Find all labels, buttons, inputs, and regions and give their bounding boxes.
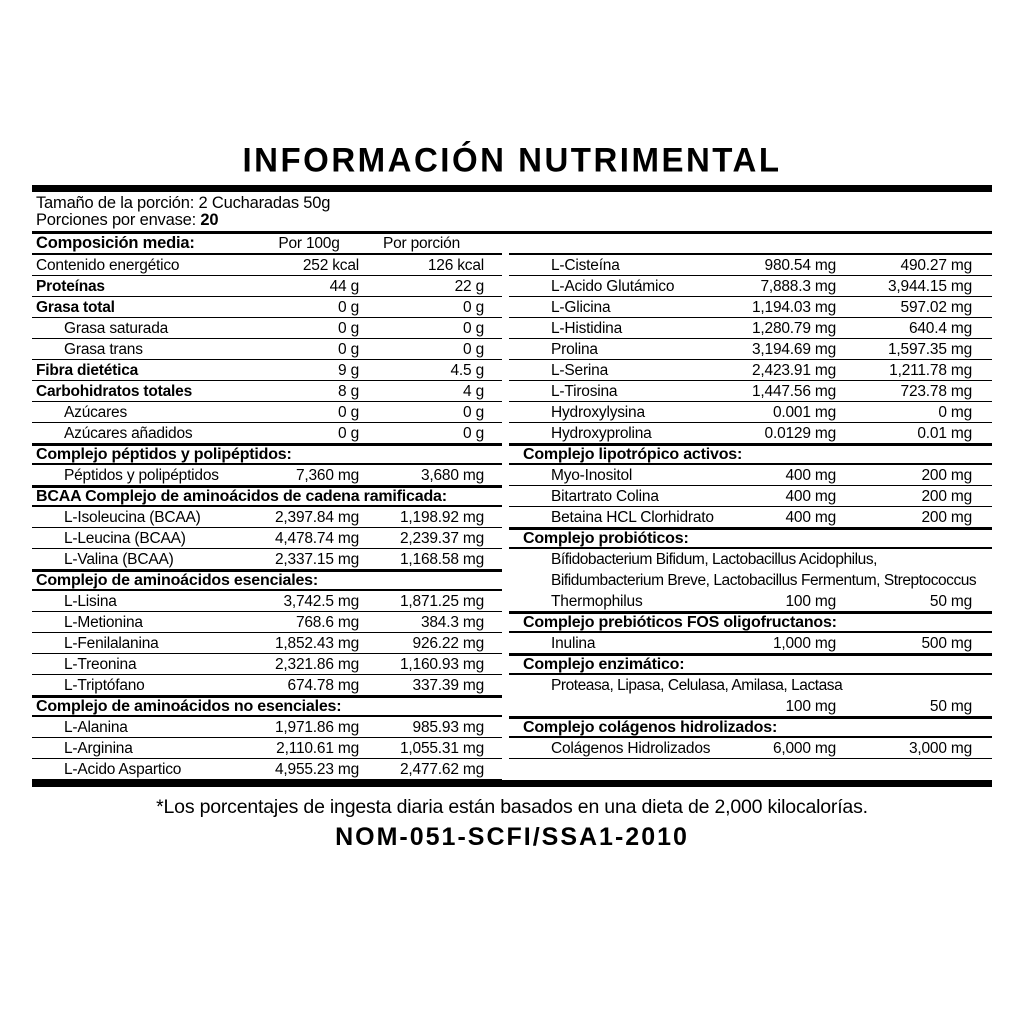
row-label: Grasa saturada — [64, 319, 169, 337]
row-label: Complejo de aminoácidos no esenciales: — [36, 698, 342, 715]
table-row — [509, 570, 992, 591]
row-label: Grasa total — [36, 298, 115, 316]
row-value-100g: 252 kcal — [302, 256, 359, 274]
row-value-100g: 1,971.86 mg — [275, 718, 359, 736]
row-label: Complejo péptidos y polipéptidos: — [36, 446, 292, 463]
row-value-100g: 980.54 mg — [764, 256, 836, 274]
table-row — [509, 591, 992, 612]
row-label: Inulina — [551, 634, 596, 652]
row-value-100g: 1,280.79 mg — [752, 319, 836, 337]
nom-code: NOM-051-SCFI/SSA1-2010 — [335, 823, 689, 851]
bottom-bar — [32, 780, 992, 787]
table-row — [509, 675, 992, 696]
row-value-portion: 3,680 mg — [420, 466, 484, 484]
row-label: Prolina — [551, 340, 598, 358]
table-row — [32, 276, 502, 297]
section-header-row — [509, 528, 992, 549]
row-label: Contenido energético — [36, 256, 180, 274]
row-value-100g: 400 mg — [785, 466, 836, 484]
row-value-100g: 2,337.15 mg — [275, 550, 359, 568]
row-label: Hydroxylysina — [551, 403, 645, 421]
row-label: Grasa trans — [64, 340, 143, 358]
table-row — [509, 738, 992, 759]
row-label: Complejo colágenos hidrolizados: — [523, 719, 778, 736]
row-label: Thermophilus — [551, 592, 643, 610]
table-row — [32, 759, 502, 780]
row-value-portion: 1,211.78 mg — [889, 361, 972, 379]
row-value-portion: 3,000 mg — [908, 739, 972, 757]
row-value-portion: 2,239.37 mg — [400, 529, 484, 547]
section-header-row — [509, 612, 992, 633]
table-row — [509, 297, 992, 318]
composition-header-row — [32, 234, 502, 255]
table-row — [509, 276, 992, 297]
row-label: Azúcares — [64, 403, 128, 421]
table-row — [32, 507, 502, 528]
section-header-row — [509, 444, 992, 465]
row-value-100g: 8 g — [338, 382, 359, 400]
serving-size-value: 2 Cucharadas 50g — [198, 194, 331, 212]
row-label: Bifidumbacterium Breve, Lactobacillus Fermentum, Streptococcus — [551, 572, 977, 589]
row-value-portion: 126 kcal — [427, 256, 484, 274]
row-value-portion: 597.02 mg — [900, 298, 972, 316]
row-label: Myo-Inositol — [551, 466, 633, 484]
table-row — [509, 696, 992, 717]
row-value-100g: 3,742.5 mg — [283, 592, 359, 610]
row-value-portion: 723.78 mg — [900, 382, 972, 400]
row-value-100g: 0.001 mg — [772, 403, 836, 421]
row-label: L-Histidina — [551, 319, 623, 337]
row-label: L-Cisteína — [551, 256, 620, 274]
table-row — [32, 465, 502, 486]
table-row — [32, 381, 502, 402]
row-label: L-Valina (BCAA) — [64, 550, 174, 568]
row-value-100g: 768.6 mg — [295, 613, 359, 631]
table-row — [509, 507, 992, 528]
table-row — [32, 528, 502, 549]
composition-header-label: Composición media: — [36, 234, 195, 252]
row-label: L-Leucina (BCAA) — [64, 529, 186, 547]
row-value-100g: 6,000 mg — [772, 739, 836, 757]
row-label: L-Tirosina — [551, 382, 618, 400]
row-label: Betaina HCL Clorhidrato — [551, 508, 714, 526]
table-row — [509, 486, 992, 507]
row-label: Proteasa, Lipasa, Celulasa, Amilasa, Lactasa — [551, 677, 843, 694]
row-value-portion: 0 g — [463, 298, 484, 316]
table-row — [509, 255, 992, 276]
row-value-portion: 0 mg — [938, 403, 972, 421]
row-value-100g: 0 g — [338, 340, 359, 358]
row-label: Complejo lipotrópico activos: — [523, 446, 743, 463]
row-label: L-Arginina — [64, 739, 133, 757]
row-value-portion: 200 mg — [921, 487, 972, 505]
table-row — [32, 633, 502, 654]
serving-info — [32, 192, 992, 231]
row-label: Péptidos y polipéptidos — [64, 466, 219, 484]
table-row — [32, 591, 502, 612]
table-row — [32, 612, 502, 633]
row-label: L-Metionina — [64, 613, 143, 631]
row-value-portion: 0 g — [463, 424, 484, 442]
row-value-100g: 1,852.43 mg — [275, 634, 359, 652]
row-label: L-Triptófano — [64, 676, 145, 694]
table-row — [32, 717, 502, 738]
row-value-portion: 1,055.31 mg — [400, 739, 484, 757]
row-label: L-Acido Aspartico — [64, 760, 182, 778]
row-value-100g: 1,447.56 mg — [752, 382, 836, 400]
table-row — [32, 339, 502, 360]
row-value-portion: 1,168.58 mg — [400, 550, 484, 568]
row-value-100g: 400 mg — [785, 487, 836, 505]
row-value-portion: 0 g — [463, 403, 484, 421]
row-value-portion: 490.27 mg — [900, 256, 972, 274]
column-header-portion: Por porción — [382, 235, 461, 252]
row-label: Carbohidratos totales — [36, 382, 192, 400]
row-label: L-Isoleucina (BCAA) — [64, 508, 201, 526]
row-value-portion: 384.3 mg — [420, 613, 484, 631]
row-value-portion: 50 mg — [929, 697, 972, 715]
row-value-portion: 2,477.62 mg — [400, 760, 484, 778]
row-value-100g: 674.78 mg — [287, 676, 359, 694]
left-table-rows — [32, 255, 502, 780]
table-columns — [32, 234, 992, 780]
row-label: Fibra dietética — [36, 361, 139, 379]
row-value-100g: 7,888.3 mg — [760, 277, 836, 295]
table-row — [509, 318, 992, 339]
table-row — [32, 549, 502, 570]
row-value-100g: 0.0129 mg — [764, 424, 836, 442]
row-label: L-Serina — [551, 361, 608, 379]
section-header-row — [32, 570, 502, 591]
row-value-portion: 22 g — [454, 277, 484, 295]
row-value-portion: 200 mg — [921, 466, 972, 484]
row-value-portion: 1,597.35 mg — [888, 340, 972, 358]
row-value-portion: 1,160.93 mg — [400, 655, 484, 673]
serving-size-line — [36, 195, 992, 212]
table-row — [32, 360, 502, 381]
row-value-portion: 0 g — [463, 319, 484, 337]
row-value-100g: 0 g — [338, 298, 359, 316]
row-value-100g: 4,478.74 mg — [275, 529, 359, 547]
table-row — [32, 402, 502, 423]
row-label: L-Fenilalanina — [64, 634, 159, 652]
row-value-portion: 50 mg — [929, 592, 972, 610]
row-value-100g: 9 g — [338, 361, 359, 379]
table-row — [32, 654, 502, 675]
row-value-100g: 1,000 mg — [772, 634, 836, 652]
row-value-100g: 3,194.69 mg — [752, 340, 836, 358]
row-value-100g: 7,360 mg — [295, 466, 359, 484]
servings-per-container-value: 20 — [200, 210, 219, 229]
table-row — [509, 633, 992, 654]
row-value-portion: 985.93 mg — [412, 718, 484, 736]
row-value-portion: 1,871.25 mg — [400, 592, 484, 610]
table-row — [32, 675, 502, 696]
row-label: L-Lisina — [64, 592, 117, 610]
section-header-row — [32, 696, 502, 717]
row-value-100g: 2,423.91 mg — [752, 361, 836, 379]
table-row — [32, 738, 502, 759]
table-row — [32, 255, 502, 276]
row-value-portion: 1,198.92 mg — [400, 508, 484, 526]
row-label: L-Glicina — [551, 298, 611, 316]
row-value-portion: 0 g — [463, 340, 484, 358]
row-value-100g: 100 mg — [785, 592, 836, 610]
row-value-portion: 4.5 g — [450, 361, 484, 379]
row-value-100g: 400 mg — [785, 508, 836, 526]
table-row — [509, 423, 992, 444]
row-label: Complejo de aminoácidos esenciales: — [36, 572, 318, 589]
section-header-row — [32, 444, 502, 465]
footnote: *Los porcentajes de ingesta diaria están basados en una dieta de 2,000 kilocalorías. — [156, 796, 868, 818]
servings-per-container-line — [36, 212, 992, 229]
serving-size-label: Tamaño de la porción: — [36, 194, 195, 212]
table-row — [509, 402, 992, 423]
row-label: Complejo prebióticos FOS oligofructanos: — [523, 614, 837, 631]
nutrition-label — [32, 185, 992, 787]
row-label: Bitartrato Colina — [551, 487, 659, 505]
row-label: Complejo enzimático: — [523, 656, 685, 673]
page-title: INFORMACIÓN NUTRIMENTAL — [242, 140, 782, 179]
table-row — [32, 423, 502, 444]
table-row — [509, 549, 992, 570]
row-value-100g: 2,110.61 mg — [276, 739, 359, 757]
row-value-100g: 0 g — [338, 403, 359, 421]
row-value-100g: 4,955.23 mg — [275, 760, 359, 778]
row-label: Colágenos Hidrolizados — [551, 739, 711, 757]
row-value-portion: 4 g — [463, 382, 484, 400]
row-label: L-Treonina — [64, 655, 137, 673]
row-label: Hydroxyprolina — [551, 424, 652, 442]
section-header-row — [509, 717, 992, 738]
row-value-100g: 2,397.84 mg — [275, 508, 359, 526]
row-value-100g: 0 g — [338, 424, 359, 442]
table-row — [32, 318, 502, 339]
row-label: Bífidobacterium Bifidum, Lactobacillus Acidophilus, — [551, 551, 877, 568]
row-label: L-Acido Glutámico — [551, 277, 675, 295]
row-value-portion: 3,944.15 mg — [888, 277, 972, 295]
row-label: Azúcares añadidos — [64, 424, 193, 442]
servings-per-container-label: Porciones por envase: — [36, 210, 196, 229]
row-value-100g: 2,321.86 mg — [275, 655, 359, 673]
row-value-portion: 337.39 mg — [412, 676, 484, 694]
row-value-portion: 0.01 mg — [917, 424, 972, 442]
row-value-portion: 500 mg — [921, 634, 972, 652]
row-label: BCAA Complejo de aminoácidos de cadena ramificada: — [36, 488, 447, 505]
row-value-100g: 44 g — [329, 277, 359, 295]
table-row — [509, 360, 992, 381]
section-header-row — [509, 654, 992, 675]
section-header-row — [32, 486, 502, 507]
row-value-portion: 926.22 mg — [412, 634, 484, 652]
row-label: L-Alanina — [64, 718, 128, 736]
table-row — [509, 339, 992, 360]
table-row — [509, 465, 992, 486]
row-value-100g: 1,194.03 mg — [752, 298, 836, 316]
row-value-portion: 640.4 mg — [908, 319, 972, 337]
row-label: Proteínas — [36, 277, 105, 295]
top-bar — [32, 185, 992, 192]
row-value-100g: 0 g — [338, 319, 359, 337]
row-value-portion: 200 mg — [921, 508, 972, 526]
table-row — [509, 381, 992, 402]
right-table — [509, 253, 992, 759]
right-table-rows — [509, 255, 992, 759]
row-value-100g: 100 mg — [785, 697, 836, 715]
table-row — [32, 297, 502, 318]
left-table — [32, 234, 502, 780]
row-label: Complejo probióticos: — [523, 530, 689, 547]
column-header-100g: Por 100g — [278, 235, 340, 252]
